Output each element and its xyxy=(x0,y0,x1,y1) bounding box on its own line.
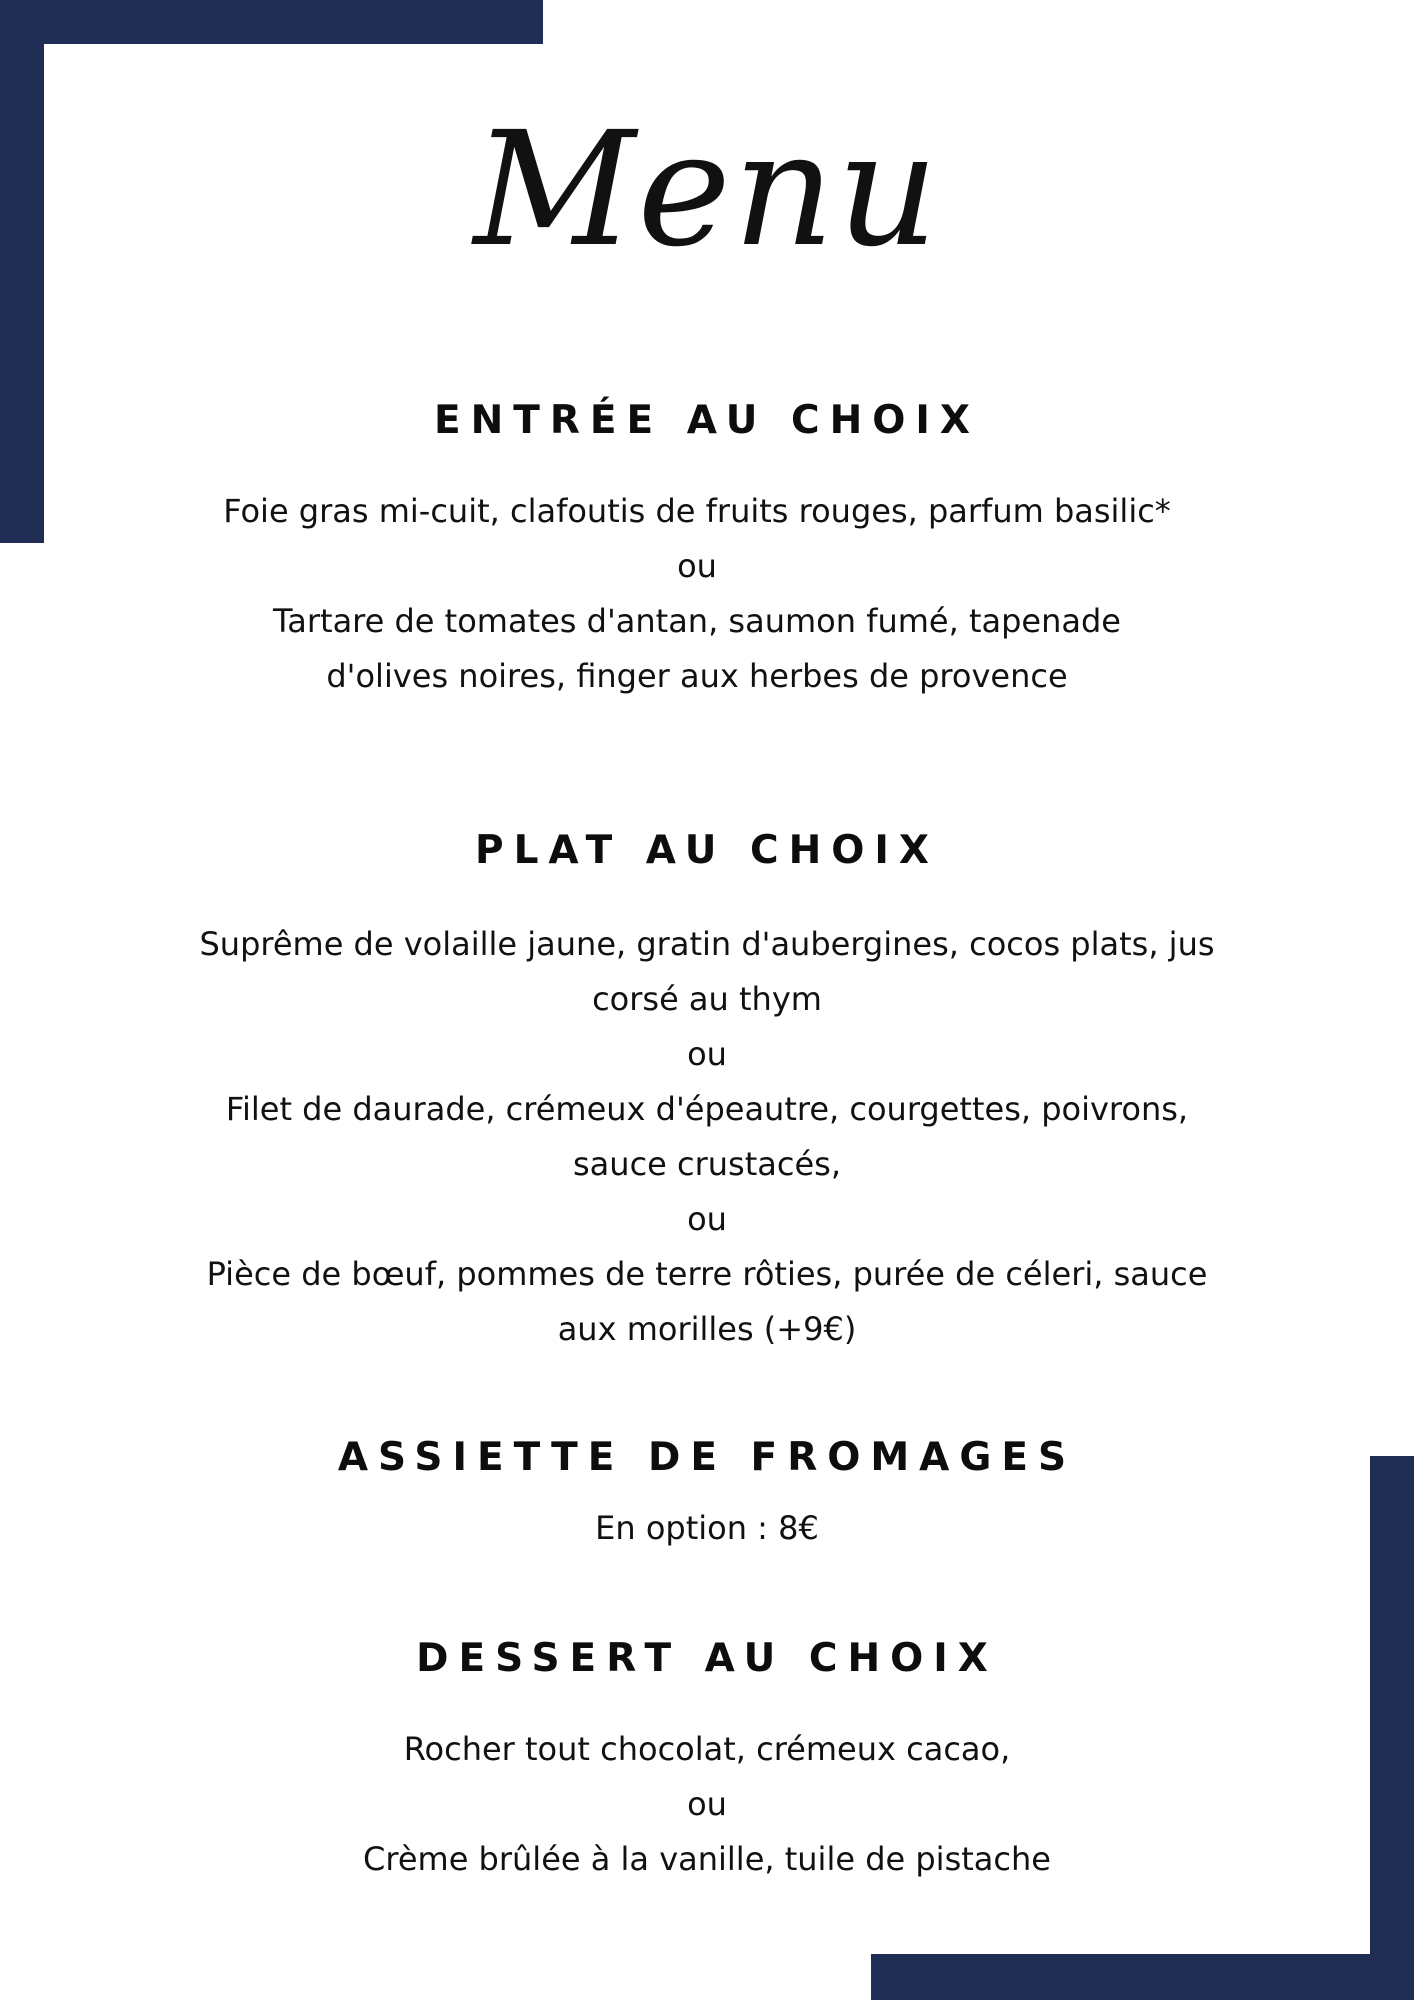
corner-bar-bottom-right-horizontal xyxy=(871,1954,1414,2000)
menu-line: d'olives noires, finger aux herbes de provence xyxy=(326,657,1068,695)
menu-line: ou xyxy=(687,1785,727,1823)
menu-line: Foie gras mi-cuit, clafoutis de fruits rouges, parfum basilic* xyxy=(223,492,1171,530)
section-heading-fromages: ASSIETTE DE FROMAGES xyxy=(337,1435,1077,1480)
menu-line: sauce crustacés, xyxy=(573,1145,841,1183)
menu-line: Pièce de bœuf, pommes de terre rôties, purée de céleri, sauce xyxy=(206,1255,1208,1293)
section-items-entree xyxy=(0,484,1404,704)
menu-line: ou xyxy=(687,1200,727,1238)
section-items-fromages xyxy=(0,1501,1414,1556)
menu-line: Filet de daurade, crémeux d'épeautre, courgettes, poivrons, xyxy=(225,1090,1189,1128)
menu-line: Suprême de volaille jaune, gratin d'aubergines, cocos plats, jus xyxy=(199,925,1215,963)
menu-title: Menu xyxy=(473,98,941,282)
menu-line: Crème brûlée à la vanille, tuile de pistache xyxy=(363,1840,1051,1878)
section-items-dessert xyxy=(0,1722,1414,1887)
menu-line: ou xyxy=(677,547,717,585)
menu-line: ou xyxy=(687,1035,727,1073)
section-heading-dessert: DESSERT AU CHOIX xyxy=(416,1636,998,1681)
menu-line: En option : 8€ xyxy=(595,1509,819,1547)
menu-line: Tartare de tomates d'antan, saumon fumé, tapenade xyxy=(273,602,1121,640)
menu-line: Rocher tout chocolat, crémeux cacao, xyxy=(403,1730,1011,1768)
corner-bar-top-left-horizontal xyxy=(0,0,543,44)
menu-line: corsé au thym xyxy=(592,980,822,1018)
section-heading-entree: ENTRÉE AU CHOIX xyxy=(434,398,980,443)
menu-line: aux morilles (+9€) xyxy=(557,1310,857,1348)
section-heading-plat: PLAT AU CHOIX xyxy=(475,828,939,873)
section-items-plat xyxy=(0,917,1414,1357)
